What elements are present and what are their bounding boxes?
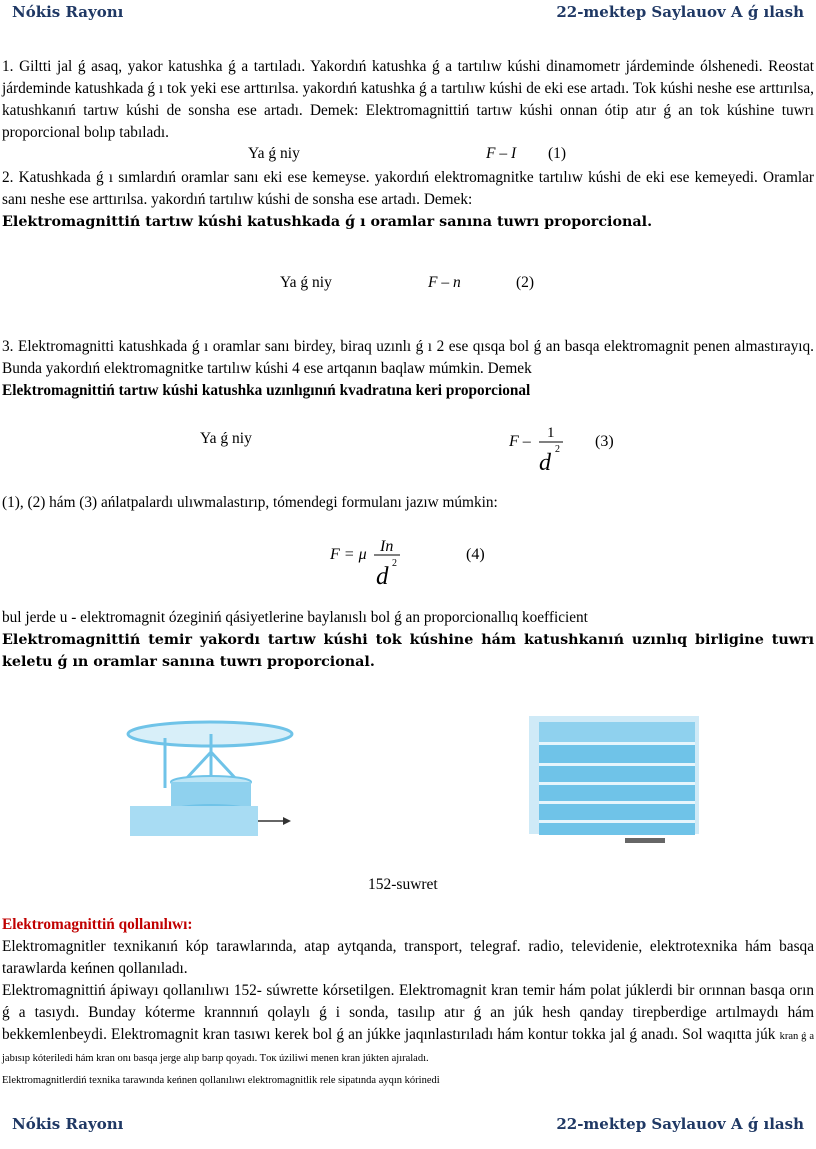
header-left: Nókis Rayonı bbox=[12, 3, 124, 21]
paragraph-1: 1. Giltti jal ǵ asaq, yakor katushka ǵ a tartıladı. Yakordıń katushka ǵ a tartılıw kúshi dinamometr járdeminde ólshenedi. Reostat járdeminde katushkada ǵ ı tok yeki ese arttırılsa. yakordıń katushka ǵ a tartılıw kúshi de eki ese artadı. Tok kúshi neshe ese arttırılsa, katushkanıń tartıw kúshi de sonsha ese artadı. Demek: Elektromagnittiń tartıw kúshi onnan ótip atır ǵ an tok kúshine tuwrı proporcional bolıp tabıladı. bbox=[2, 58, 814, 141]
section-block bbox=[2, 914, 814, 1090]
paragraph-5 bbox=[2, 607, 814, 673]
electromagnet-crane-figure bbox=[125, 718, 300, 838]
formula-2-expr: F – n bbox=[428, 274, 461, 291]
page-footer bbox=[8, 1115, 804, 1137]
paragraph-4: (1), (2) hám (3) ańlatpalardı ulıwmalastırıp, tómendegi formulanı jazıw múmkin: bbox=[2, 494, 498, 511]
page-header bbox=[8, 3, 804, 25]
paragraph-5-text: bul jerde u - elektromagnit ózeginiń qásiyetlerine baylanıslı bol ǵ an proporcionallıq koefficient bbox=[2, 609, 588, 626]
section-title: Elektromagnittiń qollanılıwı: bbox=[2, 916, 193, 933]
paragraph-2-text: 2. Katushkada ǵ ı sımlardıń oramlar sanı eki ese kemeyse. yakordıń elektromagnitke tartılıw kúshi de eki ese kemeyedi. Oramlar sanı neshe ese arttırılsa. yakordıń tartılıw kúshi de sonsha ese artadı. Demek: bbox=[2, 169, 814, 208]
formula-3-number: (3) bbox=[595, 433, 614, 450]
paragraph-3-text: 3. Elektromagnitti katushkada ǵ ı oramlar sanı birdey, biraq uzınlı ǵ ı 2 ese qısqa bol ǵ an basqa elektromagnit penen almastırayıq. Bunda yakordıń elektromagnitke tartılıw kúshi 4 ese artqanın baqlaw múmkin. Demek bbox=[2, 338, 814, 377]
paragraph-6: Elektromagnitler texnikanıń kóp tarawlarında, atap aytqanda, transport, telegraf. radio, televidenie, elektrotexnika hám basqa tarawlarda keńnen qollanıladı. bbox=[2, 938, 814, 977]
formula-4-lhs: F = μ bbox=[330, 546, 367, 563]
header-right: 22-mektep Saylauov A ǵ ılash bbox=[556, 3, 804, 21]
formula-3-word: Ya ǵ niy bbox=[200, 430, 252, 447]
formula-3-numerator: 1 bbox=[547, 425, 555, 441]
paragraph-2-conclusion: Elektromagnittiń tartıw kúshi katushkada ǵ ı oramlar sanına tuwrı proporcional. bbox=[2, 214, 653, 230]
formula-2-number: (2) bbox=[516, 274, 535, 291]
formula-3-exponent: 2 bbox=[555, 444, 560, 455]
footer-left: Nókis Rayonı bbox=[12, 1115, 124, 1133]
steel-plates-figure bbox=[525, 712, 705, 847]
paragraph-7: Elektromagnittiń ápiwayı qollanılıwı 152- súwrette kórsetilgen. Elektromagnit kran temir hám polat júklerdi bir orınnan basqa orın ǵ a tasıydı. Bunday kóterme krannnıń qolaylı ǵ i sonda, tasılıp atır ǵ an júk hesh qanday tirepberdige artılmaydı hám bekkemlenbeydi. Elektromagnit kran tasıwı kerek bol ǵ an júkke jaqınlastırıladı hám kontur tokka jal ǵ anadı. Sol waqıtta júk bbox=[2, 982, 814, 1043]
formula-1-number: (1) bbox=[548, 145, 567, 162]
formula-4-denominator: d bbox=[376, 563, 389, 590]
formula-4 bbox=[328, 532, 508, 592]
formula-4-number: (4) bbox=[466, 546, 485, 563]
paragraph-3 bbox=[2, 336, 814, 402]
paragraph-5-conclusion: Elektromagnittiń temir yakordı tartıw kúshi tok kúshine hám katushkanıń uzınlıq birligine tuwrı keletu ǵ ın oramlar sanına tuwrı proporcional. bbox=[2, 632, 814, 670]
figure-caption: 152-suwret bbox=[368, 876, 438, 893]
formula-3-denominator: d bbox=[539, 450, 551, 476]
formula-3-fraction bbox=[505, 418, 625, 476]
paragraph-3-conclusion: Elektromagnittiń tartıw kúshi katushka uzınlıgınıń kvadratına keri proporcional bbox=[2, 382, 531, 399]
formula-4-exponent: 2 bbox=[392, 558, 397, 569]
paragraph-7-small: kran ǵ a jabısıp kóteriledi hám kran onı basqa jerge alıp barıp qoyadı. Tок úziliwi menen kran júkten ajıraladı. bbox=[2, 1031, 814, 1064]
paragraph-8-small: Elektromagnitlerdiń texnika tarawında keńnen qollanılıwı elektromagnitlik rele sipatında ayqın kórinedi bbox=[2, 1075, 440, 1086]
formula-4-numerator: In bbox=[380, 538, 394, 555]
formula-3-lhs: F – bbox=[509, 433, 531, 450]
formula-1-word: Ya ǵ niy bbox=[248, 145, 300, 162]
formula-1-expr: F – I bbox=[486, 145, 517, 162]
paragraph-2 bbox=[2, 167, 814, 233]
footer-right: 22-mektep Saylauov A ǵ ılash bbox=[556, 1115, 804, 1133]
formula-2-word: Ya ǵ niy bbox=[280, 274, 332, 291]
